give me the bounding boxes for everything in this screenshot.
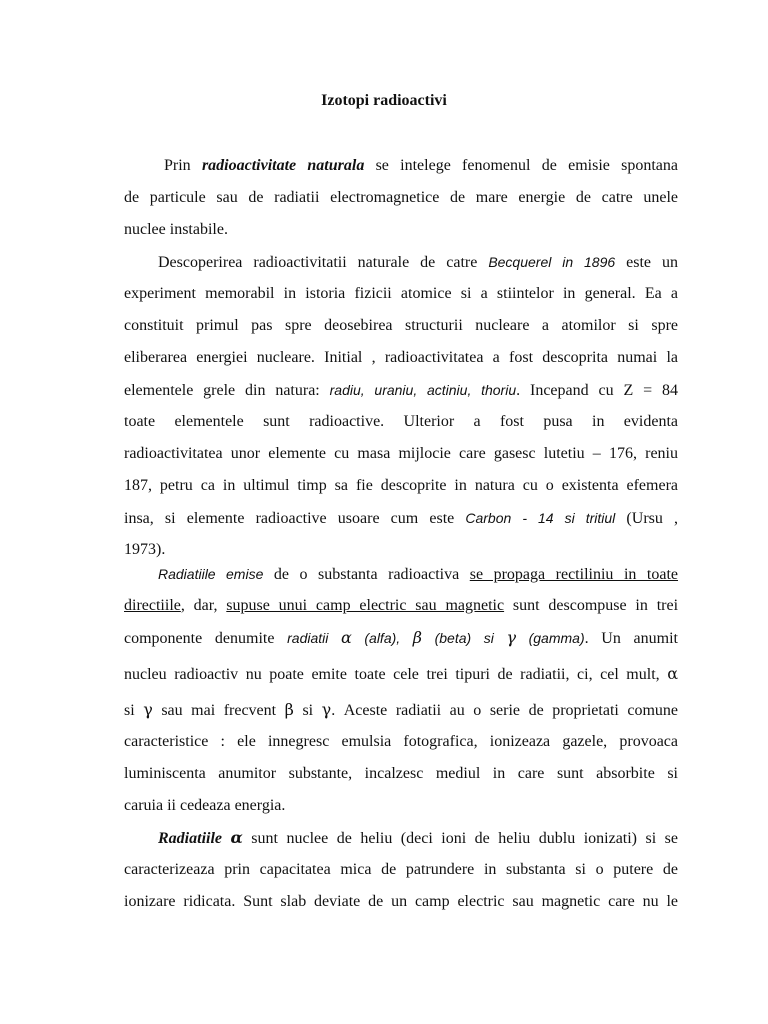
text-run: . Aceste radiatii au o serie de proprietati comune xyxy=(331,702,679,719)
text-run: Radiatiile xyxy=(158,830,231,847)
paragraph-line xyxy=(124,858,678,882)
text-run: (alfa), xyxy=(351,630,413,646)
text-run: insa, si elemente radioactive usoare cum este xyxy=(124,510,466,527)
text-run: luminiscenta anumitor substante, incalzesc mediul in care sunt absorbite si xyxy=(124,765,678,782)
paragraph-line xyxy=(124,346,678,370)
paragraph-line xyxy=(124,594,678,618)
document-title: Izotopi radioactivi xyxy=(321,92,447,109)
paragraph-line xyxy=(124,794,678,818)
text-run: constituit primul pas spre deosebirea structurii nucleare a atomilor si spre xyxy=(124,317,678,334)
paragraph-line xyxy=(124,890,678,914)
paragraph-line xyxy=(124,442,678,466)
paragraph-line xyxy=(124,762,678,786)
text-run: caruia ii cedeaza energia. xyxy=(124,797,286,814)
text-run: caracterizeaza prin capacitatea mica de patrundere in substanta si o putere de xyxy=(124,861,678,878)
text-run: si xyxy=(293,702,322,719)
text-run: si xyxy=(124,702,144,719)
text-run: α xyxy=(230,828,243,847)
paragraph-line xyxy=(124,474,678,498)
text-run: . Un anumit xyxy=(584,630,678,647)
text-run: sunt descompuse in trei xyxy=(504,597,679,614)
paragraph-line xyxy=(124,218,678,242)
text-run: sau mai frecvent xyxy=(152,702,285,719)
text-run: este un xyxy=(615,254,678,271)
text-run: γ xyxy=(143,700,153,719)
text-run: experiment memorabil in istoria fizicii atomice si a stiintelor in general. Ea a xyxy=(124,285,678,302)
paragraph-line xyxy=(124,378,678,402)
text-run: radioactivitate naturala xyxy=(201,157,365,174)
text-run: componente denumite xyxy=(124,630,288,647)
text-run: Prin xyxy=(164,157,202,174)
paragraph-line xyxy=(124,626,678,650)
text-run: nuclee instabile. xyxy=(124,221,228,238)
paragraph-line xyxy=(158,562,678,586)
paragraph-line xyxy=(124,186,678,210)
text-run: de o substanta radioactiva xyxy=(263,566,470,583)
text-run: Descoperirea radioactivitatii naturale de catre xyxy=(158,254,489,271)
text-run: eliberarea energiei nucleare. Initial , radioactivitatea a fost descoprita numai la xyxy=(124,349,678,366)
text-run: caracteristice : ele innegresc emulsia fotografica, ionizeaza gazele, provoaca xyxy=(124,733,678,750)
text-run: Radiatiile emise xyxy=(158,566,264,582)
paragraph-line xyxy=(124,410,678,434)
text-run: toate elementele sunt radioactive. Ulterior a fost pusa in evidenta xyxy=(124,413,678,430)
text-run: directiile xyxy=(124,597,181,614)
text-run: 1973). xyxy=(124,541,166,558)
text-run: radiatii xyxy=(287,630,341,646)
text-run: α xyxy=(340,628,352,647)
text-run: , dar, xyxy=(180,597,227,614)
text-run: se intelege fenomenul de emisie spontana xyxy=(364,157,678,174)
text-run: Carbon - 14 si tritiul xyxy=(465,510,616,526)
text-run: (gamma) xyxy=(516,630,585,646)
text-run: β xyxy=(284,700,294,719)
text-run: (beta) si xyxy=(422,630,507,646)
paragraph-line xyxy=(124,314,678,338)
text-run: sunt nuclee de heliu (deci ioni de heliu dublu ionizati) si se xyxy=(242,830,679,847)
paragraph-line xyxy=(124,698,678,722)
paragraph-line xyxy=(158,826,678,850)
text-run: elementele grele din natura: xyxy=(124,382,330,399)
paragraph-line xyxy=(124,662,678,686)
paragraph-line xyxy=(124,282,678,306)
text-run: supuse unui camp electric sau magnetic xyxy=(226,597,505,614)
text-run: nucleu radioactiv nu poate emite toate cele trei tipuri de radiatii, ci, cel mult, xyxy=(124,666,668,683)
paragraph-line xyxy=(158,250,678,274)
text-run: (Ursu , xyxy=(615,510,679,527)
text-run: γ xyxy=(506,628,517,647)
text-run: radioactivitatea unor elemente cu masa mijlocie care gasesc lutetiu – 176, reniu xyxy=(124,445,678,462)
text-run: de particule sau de radiatii electromagnetice de mare energie de catre unele xyxy=(124,189,678,206)
text-run: se propaga rectiliniu in toate xyxy=(469,566,679,583)
text-run: . Incepand cu Z = 84 xyxy=(516,382,679,399)
text-run: radiu, uraniu, actiniu, thoriu xyxy=(329,382,517,398)
text-run: β xyxy=(412,628,422,647)
text-run: γ xyxy=(321,700,332,719)
paragraph-line xyxy=(164,154,678,178)
text-run: α xyxy=(667,664,678,683)
paragraph-line xyxy=(124,506,678,530)
text-run: ionizare ridicata. Sunt slab deviate de un camp electric sau magnetic care nu le xyxy=(124,893,678,910)
paragraph-line xyxy=(124,538,678,562)
paragraph-line xyxy=(124,730,678,754)
text-run: Becquerel in 1896 xyxy=(488,254,616,270)
text-run: 187, petru ca in ultimul timp sa fie descoprite in natura cu o existenta efemera xyxy=(124,477,678,494)
